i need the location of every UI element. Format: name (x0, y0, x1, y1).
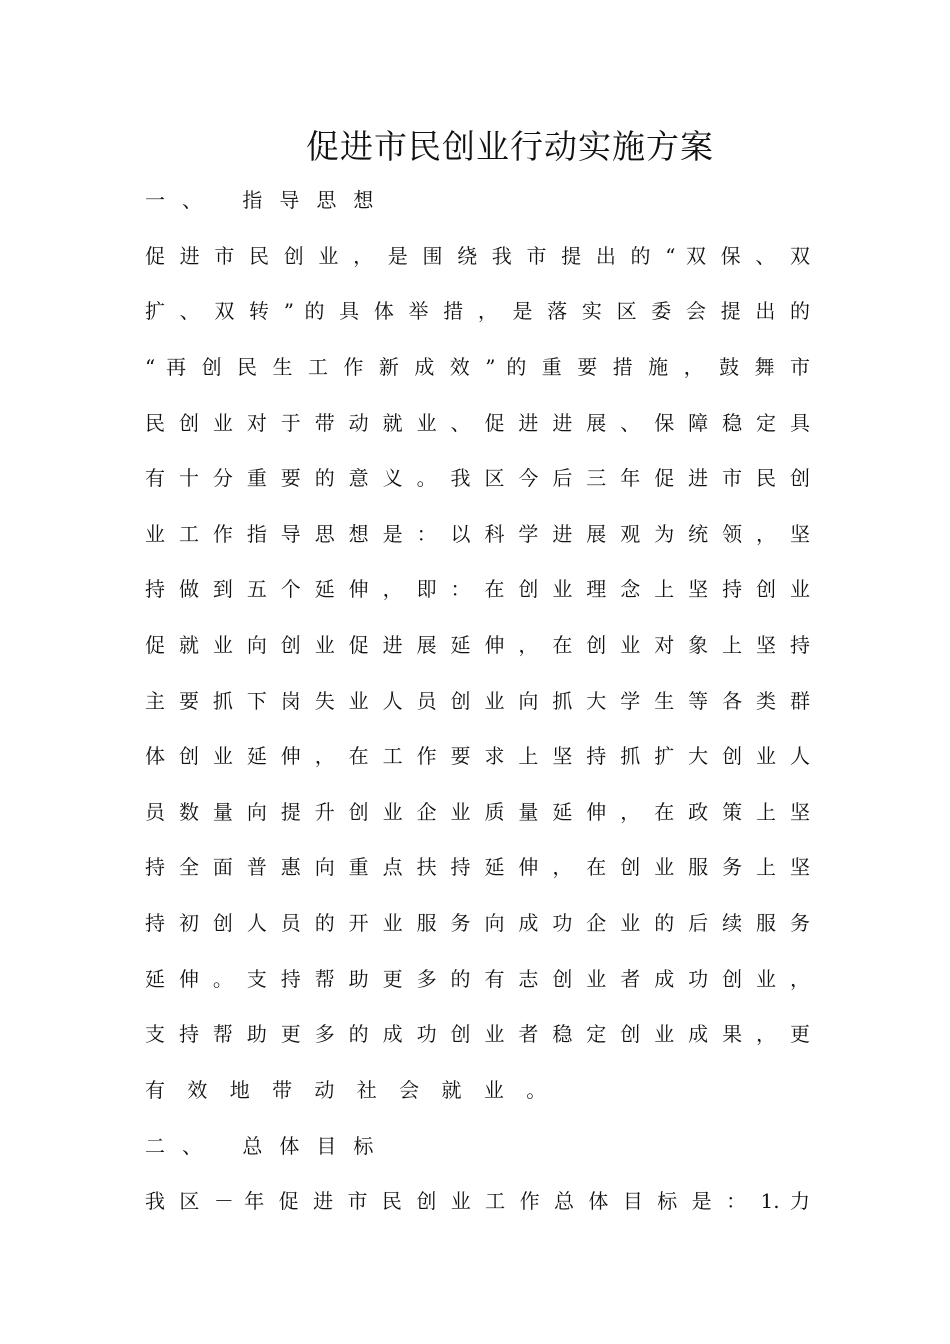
paragraph-line: 持 初 创 人 员 的 开 业 服 务 向 成 功 企 业 的 后 续 服 务 (145, 911, 810, 935)
paragraph-line: 促 进 市 民 创 业 ， 是 围 绕 我 市 提 出 的 “ 双 保 、 双 (145, 244, 810, 268)
paragraph-line: 扩 、 双 转 ” 的 具 体 举 措 ， 是 落 实 区 委 会 提 出 的 (145, 299, 810, 323)
section-heading-overall-goal: 二、 总体目标 (145, 1134, 391, 1158)
paragraph-line: 持 做 到 五 个 延 伸 ， 即 ： 在 创 业 理 念 上 坚 持 创 业 (145, 577, 810, 601)
paragraph-line: 主 要 抓 下 岗 失 业 人 员 创 业 向 抓 大 学 生 等 各 类 群 (145, 689, 810, 713)
document-title: 促进市民创业行动实施方案 (306, 127, 714, 166)
paragraph-line: 促 就 业 向 创 业 促 进 展 延 伸 ， 在 创 业 对 象 上 坚 持 (145, 633, 810, 657)
paragraph-line: 我 区 － 年 促 进 市 民 创 业 工 作 总 体 目 标 是 ： 1. 力 (145, 1189, 810, 1213)
paragraph-line: 体 创 业 延 伸 ， 在 工 作 要 求 上 坚 持 抓 扩 大 创 业 人 (145, 744, 810, 768)
paragraph-line: 员 数 量 向 提 升 创 业 企 业 质 量 延 伸 ， 在 政 策 上 坚 (145, 800, 810, 824)
paragraph-last-line: 有 效 地 带 动 社 会 就 业 。 (145, 1078, 555, 1102)
paragraph-line: 业 工 作 指 导 思 想 是 ： 以 科 学 进 展 观 为 统 领 ， 坚 (145, 522, 810, 546)
paragraph-line: 民 创 业 对 于 带 动 就 业 、 促 进 进 展 、 保 障 稳 定 具 (145, 411, 810, 435)
paragraph-line: 延 伸 。 支 持 帮 助 更 多 的 有 志 创 业 者 成 功 创 业 ， (145, 967, 810, 991)
paragraph-line: 持 全 面 普 惠 向 重 点 扶 持 延 伸 ， 在 创 业 服 务 上 坚 (145, 855, 810, 879)
paragraph-line: “ 再 创 民 生 工 作 新 成 效 ” 的 重 要 措 施 ， 鼓 舞 市 (145, 355, 810, 379)
section-heading-guiding-ideology: 一、 指导思想 (145, 188, 391, 212)
paragraph-line: 有 十 分 重 要 的 意 义 。 我 区 今 后 三 年 促 进 市 民 创 (145, 466, 810, 490)
paragraph-line: 支 持 帮 助 更 多 的 成 功 创 业 者 稳 定 创 业 成 果 ， 更 (145, 1022, 810, 1046)
